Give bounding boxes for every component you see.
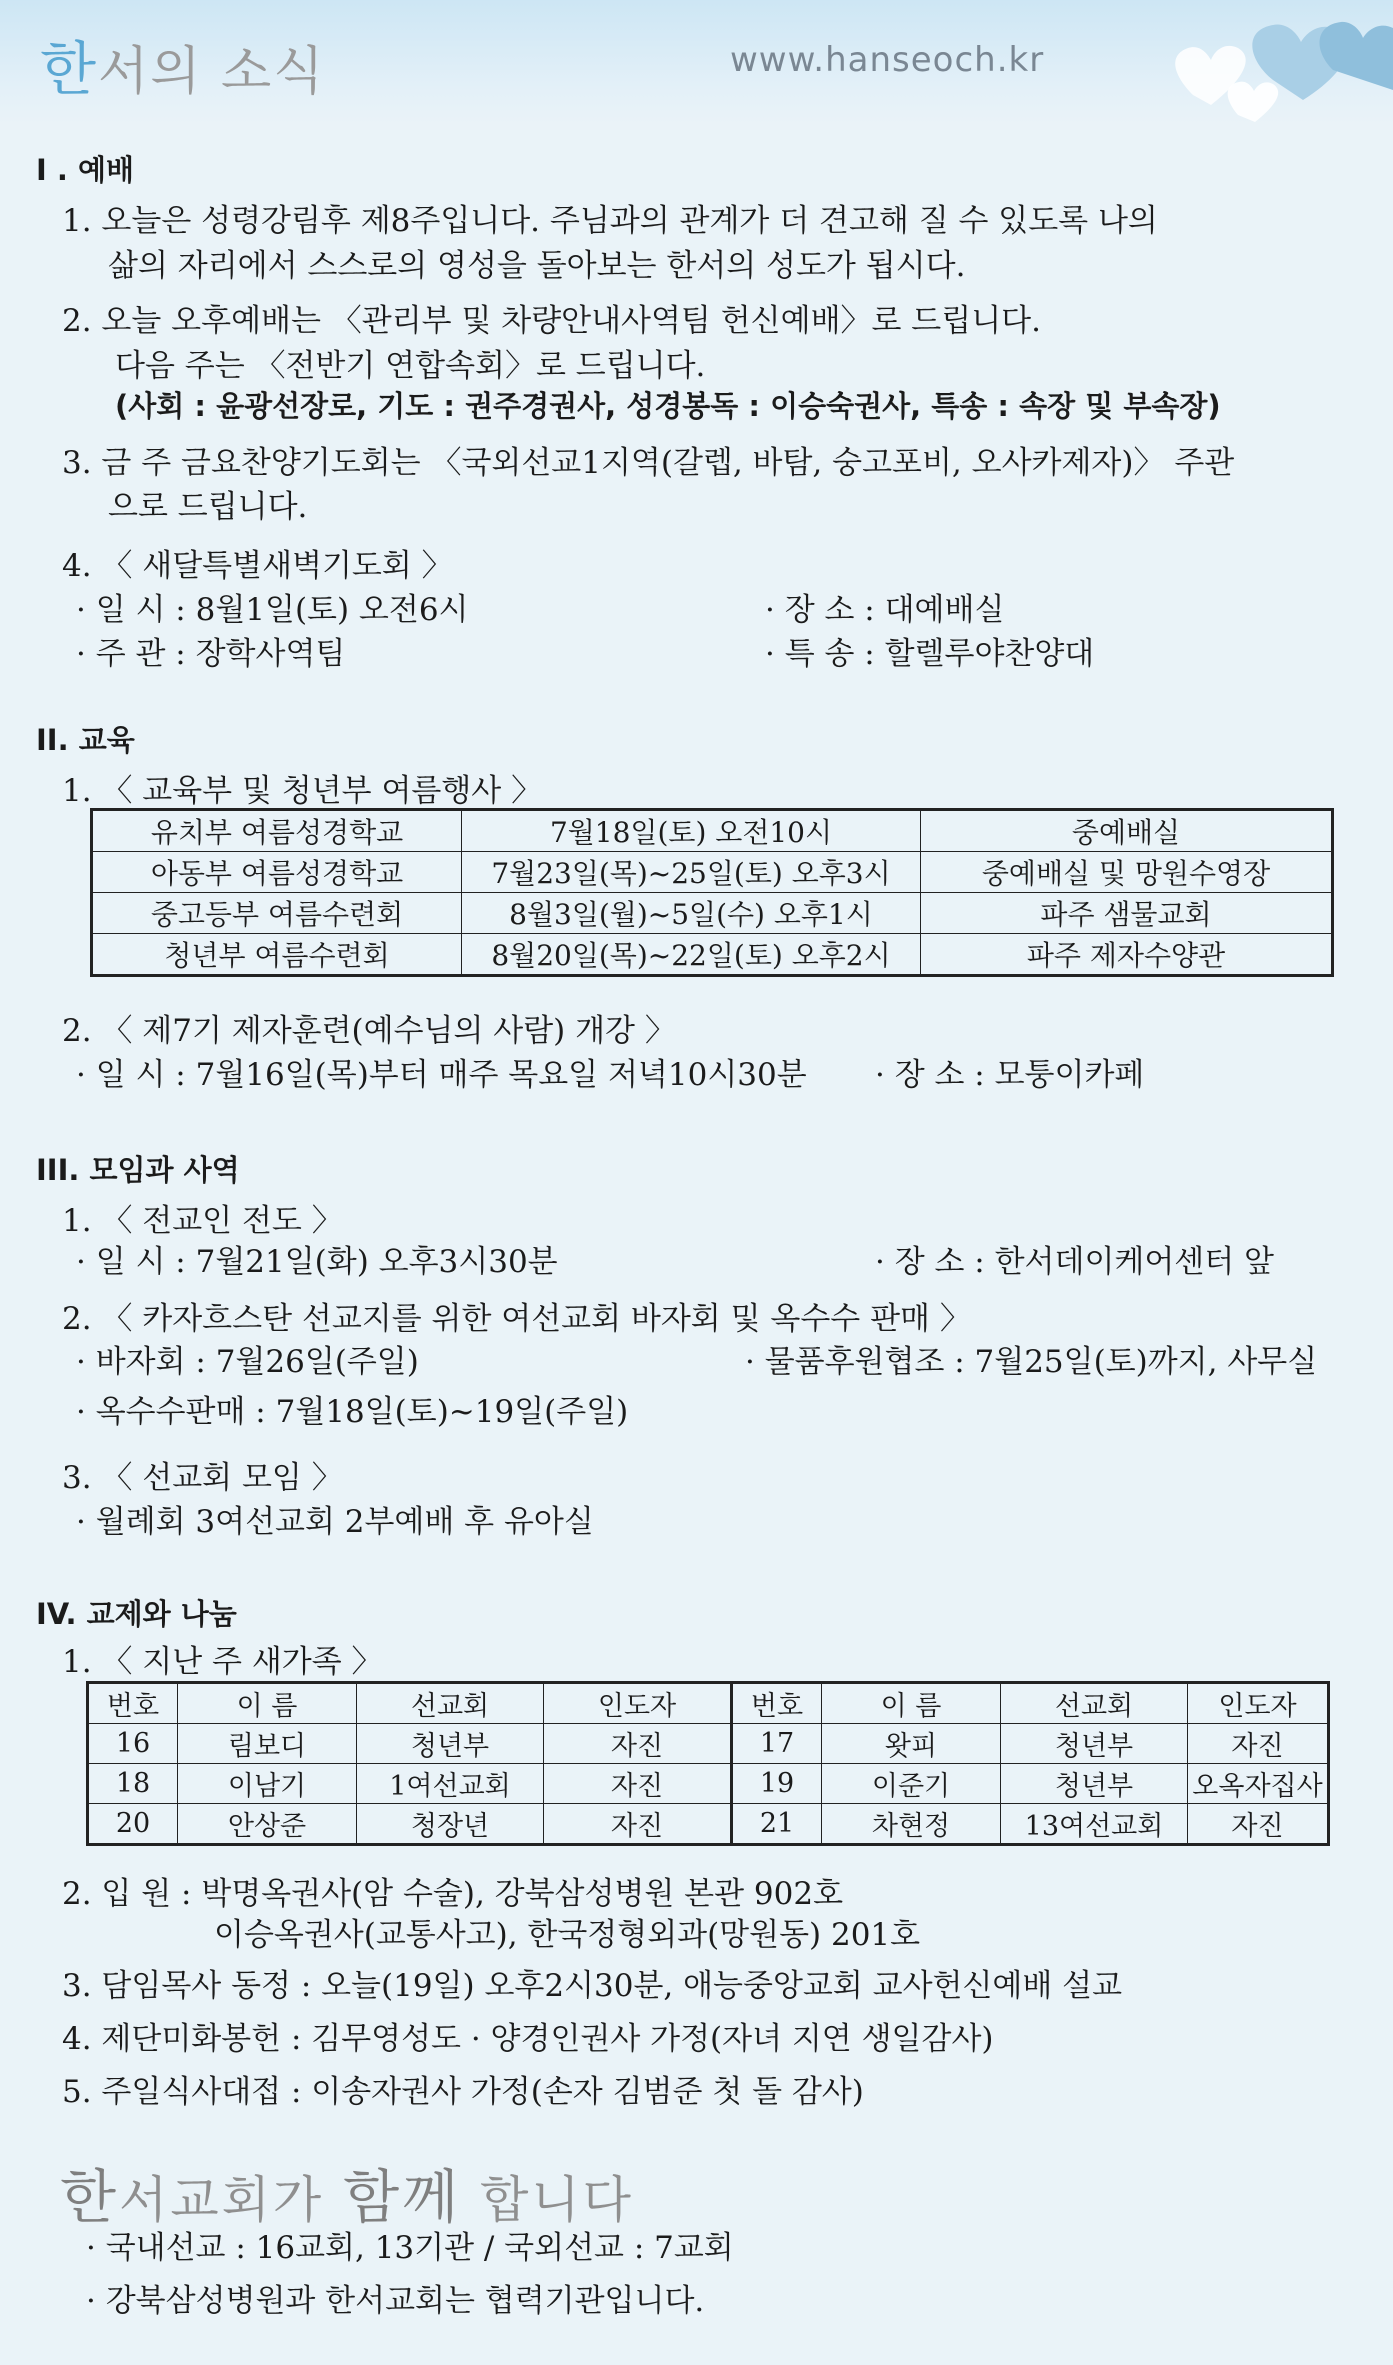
section-worship-title: I . 예배 (36, 153, 135, 187)
cell: 자진 (1188, 1804, 1329, 1845)
cell: 자진 (1188, 1724, 1329, 1764)
cell: 청장년 (357, 1804, 544, 1845)
header-cell: 인도자 (544, 1683, 732, 1724)
cell: 19 (732, 1764, 822, 1804)
worship-item2-line2: 다음 주는 〈전반기 연합속회〉로 드립니다. (115, 348, 706, 384)
cell: 청년부 (1001, 1724, 1188, 1764)
cell: 자진 (544, 1724, 732, 1764)
cell: 오옥자집사 (1188, 1764, 1329, 1804)
fellowship-item2-corn: · 옥수수판매 : 7월18일(토)~19일(주일) (76, 1394, 629, 1430)
brand-char: 한 (40, 35, 99, 103)
worship-item4-song: · 특 송 : 할렐루야찬양대 (765, 636, 1095, 672)
cell: 1여선교회 (357, 1764, 544, 1804)
event-name: 청년부 여름수련회 (92, 934, 462, 976)
table-row (88, 1764, 1329, 1804)
header-cell: 선교회 (1001, 1683, 1188, 1724)
worship-item4-time: · 일 시 : 8월1일(토) 오전6시 (76, 592, 469, 628)
event-place: 파주 제자수양관 (921, 934, 1333, 976)
sharing-item3: 3. 담임목사 동정 : 오늘(19일) 오후2시30분, 애능중앙교회 교사헌신예배 설교 (62, 1968, 1123, 2004)
cell: 16 (88, 1724, 178, 1764)
sharing-item2-line1: 2. 입 원 : 박명옥권사(암 수술), 강북삼성병원 본관 902호 (62, 1876, 844, 1912)
cell: 자진 (544, 1764, 732, 1804)
section-sharing-title: IV. 교제와 나눔 (36, 1597, 237, 1631)
cell: 자진 (544, 1804, 732, 1845)
sharing-item1-title: 1. 〈 지난 주 새가족 〉 (62, 1644, 383, 1680)
worship-item2-line1: 2. 오늘 오후예배는 〈관리부 및 차량안내사역팀 헌신예배〉로 드립니다. (62, 303, 1041, 339)
education-item2-title: 2. 〈 제7기 제자훈련(예수님의 사람) 개강 〉 (62, 1013, 676, 1049)
table-header-row (88, 1683, 1329, 1724)
fellowship-item3-detail: · 월례회 3여선교회 2부예배 후 유아실 (76, 1504, 594, 1540)
footer-title-part: 서교회가 (119, 2171, 344, 2229)
header-cell: 인도자 (1188, 1683, 1329, 1724)
brand-rest: 서의 소식 (98, 42, 326, 102)
table-row (92, 934, 1333, 976)
worship-item1-line1: 1. 오늘은 성령강림후 제8주입니다. 주님과의 관계가 더 견고해 질 수 있도록 나의 (62, 203, 1158, 239)
cell: 차현정 (822, 1804, 1001, 1845)
brand-title (40, 22, 326, 106)
event-date: 7월23일(목)~25일(토) 오후3시 (462, 852, 921, 893)
event-place: 중예배실 및 망원수영장 (921, 852, 1333, 893)
cell: 18 (88, 1764, 178, 1804)
page-header (0, 0, 1393, 125)
header-cell: 번호 (732, 1683, 822, 1724)
event-place: 중예배실 (921, 810, 1333, 852)
cell: 13여선교회 (1001, 1804, 1188, 1845)
cell: 청년부 (357, 1724, 544, 1764)
table-row (92, 893, 1333, 934)
cell: 왓피 (822, 1724, 1001, 1764)
new-family-table (86, 1681, 1330, 1846)
footer-title-part: 한 (60, 2163, 120, 2231)
cell: 20 (88, 1804, 178, 1845)
event-date: 7월18일(토) 오전10시 (462, 810, 921, 852)
worship-item1-line2: 삶의 자리에서 스스로의 영성을 돌아보는 한서의 성도가 됩시다. (108, 248, 966, 284)
sharing-item5: 5. 주일식사대접 : 이송자권사 가정(손자 김범준 첫 돌 감사) (62, 2074, 864, 2110)
summer-events-table (90, 808, 1334, 977)
cell: 청년부 (1001, 1764, 1188, 1804)
cell: 17 (732, 1724, 822, 1764)
table-row (92, 852, 1333, 893)
worship-item2-line3: (사회 : 윤광선장로, 기도 : 권주경권사, 성경봉독 : 이승숙권사, 특송 : 속장 및 부속장) (115, 389, 1221, 423)
education-item2-place: · 장 소 : 모퉁이카페 (875, 1057, 1145, 1093)
education-item1-title: 1. 〈 교육부 및 청년부 여름행사 〉 (62, 773, 543, 809)
event-name: 아동부 여름성경학교 (92, 852, 462, 893)
fellowship-item1-place: · 장 소 : 한서데이케어센터 앞 (875, 1244, 1274, 1280)
sharing-item2-line2: 이승옥권사(교통사고), 한국정형외과(망원동) 201호 (214, 1917, 921, 1953)
fellowship-item1-time: · 일 시 : 7월21일(화) 오후3시30분 (76, 1244, 558, 1280)
worship-item4-host: · 주 관 : 장학사역팀 (76, 636, 346, 672)
education-item2-time: · 일 시 : 7월16일(목)부터 매주 목요일 저녁10시30분 (76, 1057, 807, 1093)
cell: 이남기 (178, 1764, 357, 1804)
event-name: 유치부 여름성경학교 (92, 810, 462, 852)
header-cell: 이 름 (178, 1683, 357, 1724)
hearts-decoration-icon (1163, 0, 1393, 125)
worship-item3-line1: 3. 금 주 금요찬양기도회는 〈국외선교1지역(갈렙, 바탐, 숭고포비, 오사카제자)〉 주관 (62, 445, 1235, 481)
website-url[interactable]: www.hanseoch.kr (730, 40, 1045, 80)
table-row (88, 1724, 1329, 1764)
footer-line1: · 국내선교 : 16교회, 13기관 / 국외선교 : 7교회 (86, 2230, 734, 2266)
fellowship-item2-bazaar: · 바자회 : 7월26일(주일) (76, 1344, 419, 1380)
cell: 안상준 (178, 1804, 357, 1845)
header-cell: 이 름 (822, 1683, 1001, 1724)
fellowship-item2-support: · 물품후원협조 : 7월25일(토)까지, 사무실 (745, 1344, 1318, 1380)
header-cell: 번호 (88, 1683, 178, 1724)
header-cell: 선교회 (357, 1683, 544, 1724)
section-education-title: II. 교육 (36, 723, 135, 757)
worship-item3-line2: 으로 드립니다. (108, 489, 308, 525)
footer-title-part: 합니다 (461, 2171, 634, 2229)
sharing-item4: 4. 제단미화봉헌 : 김무영성도 · 양경인권사 가정(자녀 지연 생일감사) (62, 2021, 994, 2057)
fellowship-item2-title: 2. 〈 카자흐스탄 선교지를 위한 여선교회 바자회 및 옥수수 판매 〉 (62, 1301, 971, 1337)
fellowship-item1-title: 1. 〈 전교인 전도 〉 (62, 1203, 343, 1239)
event-date: 8월20일(목)~22일(토) 오후2시 (462, 934, 921, 976)
footer-line2: · 강북삼성병원과 한서교회는 협력기관입니다. (86, 2283, 705, 2319)
worship-item4-title: 4. 〈 새달특별새벽기도회 〉 (62, 548, 453, 584)
section-fellowship-title: III. 모임과 사역 (36, 1153, 240, 1187)
table-row (88, 1804, 1329, 1845)
event-date: 8월3일(월)~5일(수) 오후1시 (462, 893, 921, 934)
cell: 림보디 (178, 1724, 357, 1764)
worship-item4-place: · 장 소 : 대예배실 (765, 592, 1005, 628)
footer-title-part: 함께 (343, 2163, 462, 2231)
table-row (92, 810, 1333, 852)
fellowship-item3-title: 3. 〈 선교회 모임 〉 (62, 1460, 343, 1496)
cell: 21 (732, 1804, 822, 1845)
event-place: 파주 샘물교회 (921, 893, 1333, 934)
event-name: 중고등부 여름수련회 (92, 893, 462, 934)
cell: 이준기 (822, 1764, 1001, 1804)
